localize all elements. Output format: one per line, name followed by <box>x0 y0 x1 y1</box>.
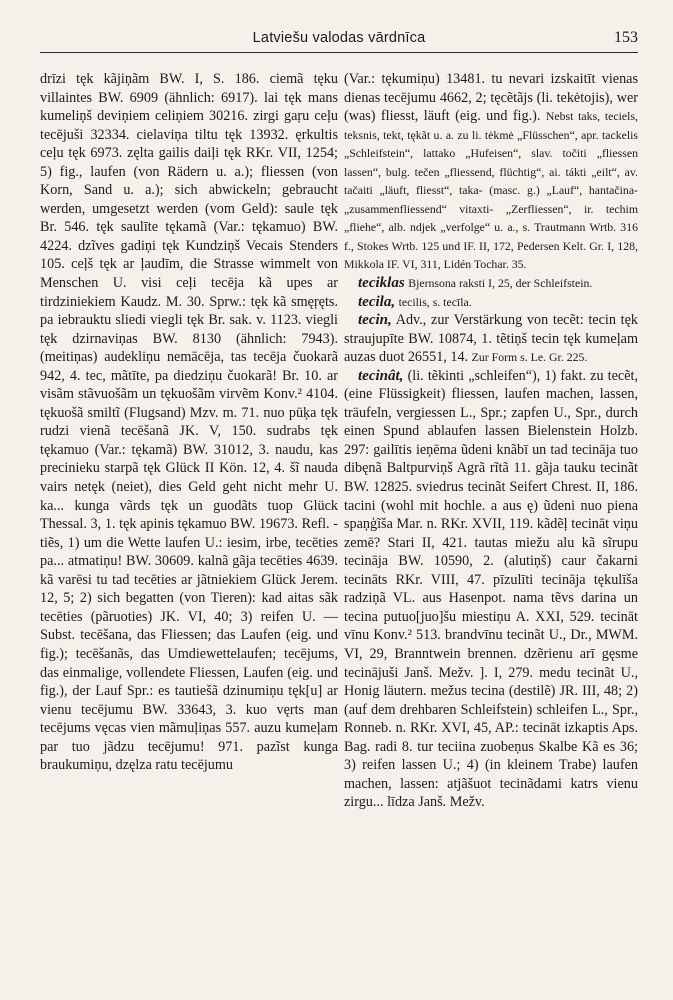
left-column-text: drīzi tęk kãjiņãm BW. I, S. 186. ciemã tęku villaintes BW. 6909 (ähnlich: 6917). lai tęk mans kumeliņš deviņiem celiņiem 30216. zirgi gaŗu ceļu tecējuši 32334. cielaviņa tiltu tęk 13932. ęrkultis ceļu tęk 6973. zęlta gailis daiļi tęk RKr. VII, 1254; 5) fig., laufen (von Rädern u. a.); fliessen (von Korn, Sand u. a.); sich abwickeln; gebraucht werden, umgesetzt werden (vom Geld): saule tęk Br. 546. tęk saulīte tękamã (Var.: tękamuo) BW. 4224. dzĩves gadiņi tęk Kundziņš Vecais Stenders 105. ceļš tęk ar ļaudīm, die Strasse wimmelt von Menschen U. visi ceļi tecēja kã upes ar tirdziniekiem Kaudz. M. 30. Sprw.: tęk kã smęŗęts. pa iebrauktu sliedi viegli tęk Br. sak. v. 1123. viegli tęk dzirnaviņas BW. 8130 (ähnlich: 7943). (meitiņas) audekliņu nemācēja, tas tecēja čuokarã 942, 4. tec, mãtīte, pa diedziņu čuokarã! Br. 10. ar visãm stãvuošãm un tękuošãm virvẽm Konv.² 4104. tękuošã smiltĩ (Flugsand) Mzv. m. 71. nuo pūķa tęk rudzi vienã tecēšanã JK. V, 150. sudrabs tęk tękamuo (Var.: tękamã) BW. 31012, 3. naudu, kas precinieku starpã tęk Glück II Kön. 12, 4. šĩ nauda vairs netęk (neiet), dies Geld geht nicht mehr U. ka... kunga vãrds tęk un guodãts tuop Glück Thessal. 3, 1. tęk apinis tękamuo BW. 19673. Refl. -tiẽs, 1) um die Wette laufen U.: iesim, irbe, tecēties pa... atmatiņu! BW. 30609. kalnã gãja tecēties 4639. kã varēsi tu tad tecēties ar jãtniekiem Glück Jerem. 12, 5; 2) sich begatten (von Tieren): kad aitas sãk tecēties (pãruoties) JK. VI, 40; 3) reifen U. — Subst. tecēšana, das Fliessen; das Laufen (eig. und fig.); tecēšanãs, das Umdiewettelaufen; tecējums, das einmalige, vollendete Fliessen, Laufen (eig. und fig.), der Lauf Spr.: es tautiešã dzinumiņu tęk[u] ar vienu tecējumu BW. 33643, 3. kuo vęrts man tecējums vęcas vien mãmuļiņas 557. auzu kumeļam par tuo jãdzu tecējumu! 971. pazĩst kunga braukumiņu, dzęlza ratu tecējumu <box>40 71 338 774</box>
running-title: Latviešu valodas vārdnīca <box>252 30 426 46</box>
entry-definition: tecilis, s. tecīla. <box>398 294 472 309</box>
left-column <box>40 70 338 775</box>
entry-definition: (li. tẽkinti „schleifen“), 1) fakt. zu tecẽt, (eine Flüssigkeit) fliessen, laufen machen, lassen, träufeln, vergiessen L., Spr.; zapfen U., Spr., durch einen Spund ablaufen lassen Bielenstein Holzb. 297: gailītis ieņēma ũdeni knãbī un tad tecināja tuo dibęnã Baltpurviņš Agrã rĩtã 11. gãja tauku tecinãt BW. 12825. sviedrus tecinãt Seifert Chrest. II, 186. tacini (wohl mit hochle. a aus ę) ũdeni nuo piena spaņģĩša Mar. n. RKr. XVII, 119. kãdẽļ tecināt viņu zemē? Stari II, 421. tautas miežu alu kã sĩrupu tecināja BW. 10590, 2. (alutiņš) caur čakarni tecināts RKr. VIII, 47. pīzulīti tecināja tękulīša radziņã VL. aus Hasenpot. nama tẽvs darina un tecina putuo[juo]šu miestiņu A. XXI, 529. tecināt vīnu Konv.² 513. brandvīnu tecinãt U., Dr., MWM. VI, 29, Branntwein brennen. dzẽrienu arī gęsme tecinājuši Janš. Mežv. ]. I, 279. medu tecinãt U., Honig läutern. mežus tecina (destilẽ) JR. III, 48; 2) (auf dem drehbaren Schleifstein) schleifen L., Spr., Ronneb. n. RKr. XVI, 45, AP.: tecināt izkaptis Aps. Bag. radi 8. tur teciina zuobeņus Skalbe Kã es 36; 3) reifen lassen U.; 4) (in kleinem Trabe) laufen machen, lassen: atjãšuot tecinãdami katrs vienu zirgu... līdza Janš. Mežv. <box>344 367 638 811</box>
lemma-headword: tecin, <box>358 312 392 329</box>
entry-continuation <box>344 70 638 274</box>
form-note: Zur Form s. Le. Gr. 225. <box>471 350 588 365</box>
lemma-headword: tecinât, <box>358 367 404 384</box>
lemma-headword: tecila, <box>358 293 396 310</box>
entry-definition: Adv., zur Verstärkung von tecẽt: tecin tęk straujupīte BW. 10874, 1. tẽtiņš tecin tęk kumeļam auzas duot 26551, 14. <box>344 312 639 366</box>
page-number: 153 <box>614 29 638 46</box>
lemma-headword: teciklas <box>358 275 405 292</box>
entry-definition: Bjernsona raksti I, 25, der Schleifstein. <box>408 276 593 291</box>
entry-tecin <box>344 311 638 367</box>
entry-tecila <box>344 293 638 312</box>
page-header <box>40 26 638 53</box>
entry-tecinat <box>344 367 638 812</box>
entry-teciklas <box>344 274 638 293</box>
right-column <box>344 70 638 812</box>
entry-continuation-text: (Var.: tękumiņu) 13481. tu nevari izskaitīt vienas dienas tecējumu 4662, 2; tęcẽtãjs (li. tekėtojis), wer (was) fliesst, läuft (eig. und fig.). <box>344 71 638 125</box>
etymology-note: Nebst taks, teciels, teksnis, tekt, tękãt u. a. zu li. tėkmė „Flüsschen“, apr. tackelis „Schleifstein“, lattako „Hufeisen“, slav. točiti „fliessen lassen“, bulg. tečen „fliessend, flüchtig“, ai. tákti „eilt“, av. tačaiti „läuft, fliesst“, taka- (masc. g.) „Lauf“, hantačina- „zusammenfliessend“ vitaxti- „Zerfliessen“, ir. techim „fliehe“, alb. ndjek „verfolge“ u. a., s. Trautmann Wrtb. 316 f., Stokes Wrtb. 125 und IF. II, 172, Pedersen Kelt. Gr. I, 128, Mikkola IF. VI, 311, Lidén Tochar. 35. <box>344 109 638 272</box>
